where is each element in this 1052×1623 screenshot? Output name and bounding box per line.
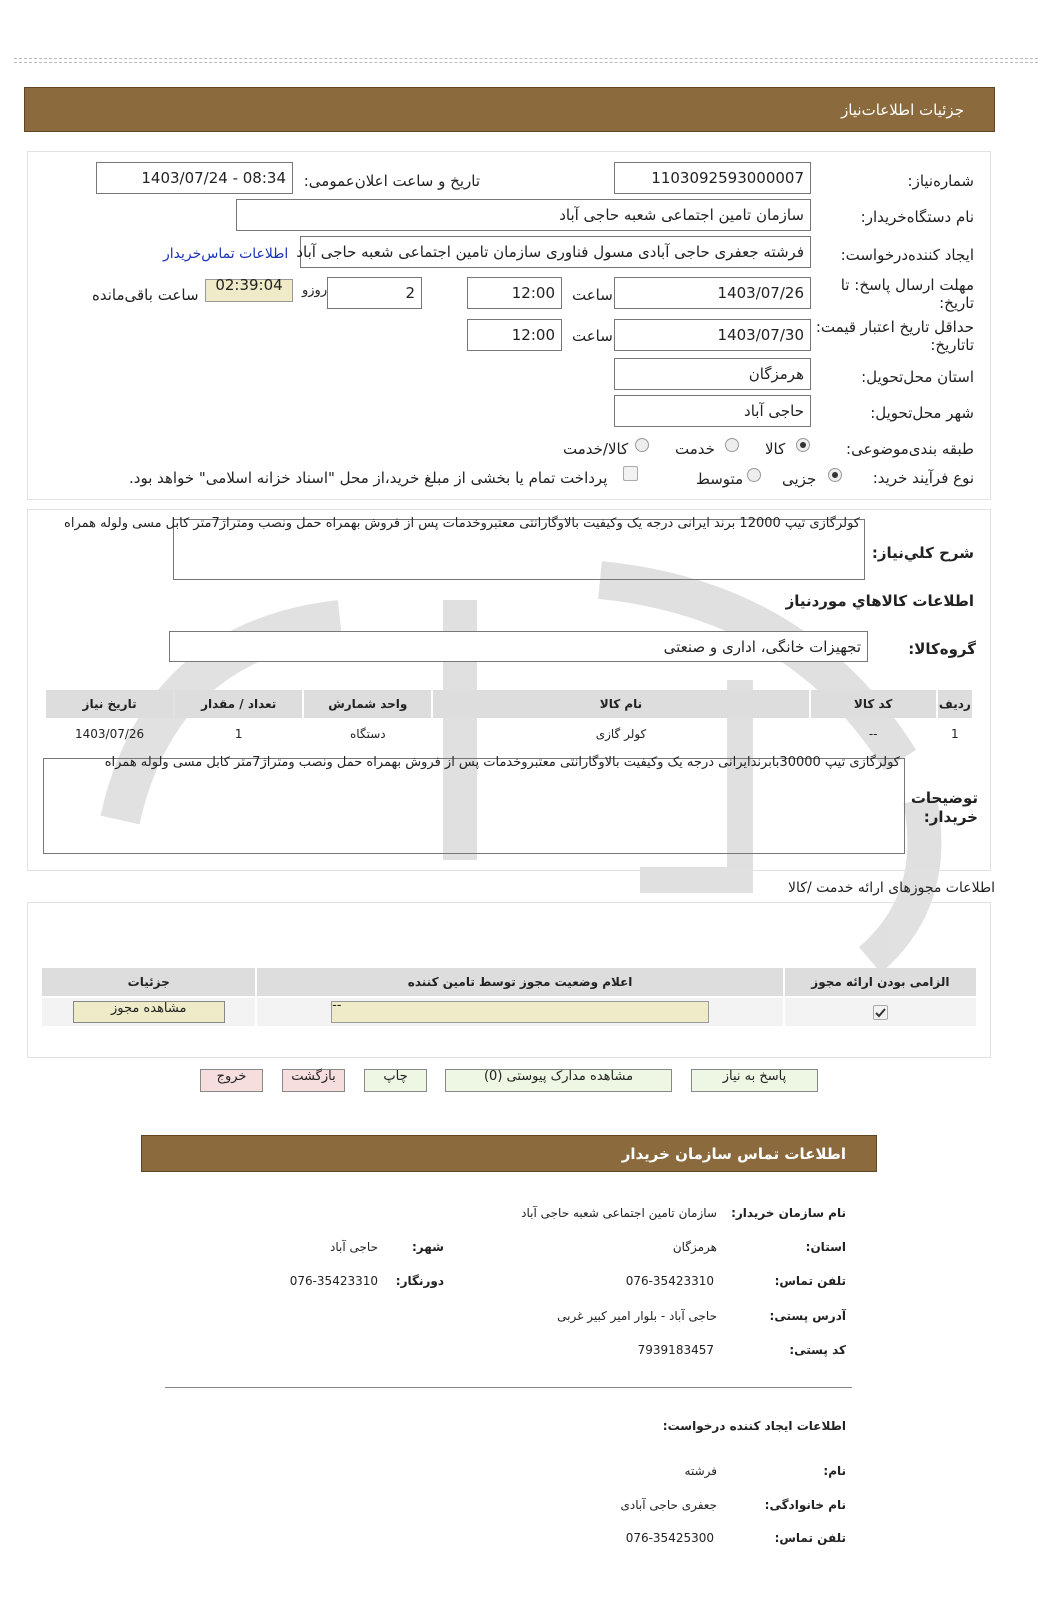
permit-details-cell	[42, 998, 255, 1026]
col-code: کد کالا	[811, 690, 936, 718]
category-goods-radio[interactable]	[796, 438, 810, 452]
need-number-field: 1103092593000007	[614, 162, 811, 194]
cell-date: 1403/07/26	[74, 727, 145, 741]
requester-label: ایجاد کننده‌درخواست:	[840, 246, 974, 264]
category-label: طبقه بندی‌موضوعی:	[846, 440, 974, 458]
announce-datetime-label: تاریخ و ساعت اعلان‌عمومی:	[303, 172, 480, 190]
announce-datetime-field: 1403/07/24 - 08:34	[96, 162, 293, 194]
contact-fax-value: 076-35423310	[289, 1274, 378, 1288]
permits-title: اطلاعات مجوزهای ارائه خدمت /کالا	[788, 880, 995, 896]
contact-postal-label: کد پستی:	[789, 1343, 846, 1357]
category-service-radio[interactable]	[725, 438, 739, 452]
price-validity-time-field: 12:00	[467, 319, 562, 351]
goods-info-title: اطلاعات کالاهاي موردنياز	[785, 592, 974, 610]
remaining-timer: 02:39:04	[205, 279, 293, 302]
contact-org-value: سازمان تامین اجتماعی شعبه حاجی آباد	[521, 1206, 717, 1220]
permit-required-checkbox	[873, 1005, 888, 1020]
creator-phone-label: تلفن تماس:	[774, 1531, 846, 1545]
contact-phone-value: 076-35423310	[625, 1274, 714, 1288]
price-validity-date-field: 1403/07/30	[614, 319, 811, 351]
contact-divider	[165, 1387, 852, 1388]
treasury-checkbox[interactable]	[623, 466, 638, 481]
goods-group-label: گروه‌کالا:	[908, 640, 976, 658]
buyer-org-label: نام دستگاه‌خریدار:	[860, 208, 974, 226]
cell-code: --	[868, 727, 878, 741]
goods-table	[44, 688, 974, 750]
col-permit-details: جزئیات	[42, 968, 255, 996]
contact-header-title: اطلاعات تماس سازمان خریدار	[621, 1144, 846, 1163]
buyer-contact-link[interactable]: اطلاعات تماس‌خریدار	[163, 246, 289, 262]
print-button[interactable]: چاپ	[364, 1069, 427, 1092]
price-validity-label: حداقل تاریخ اعتبار قیمت: تاتاریخ:	[815, 318, 974, 354]
col-unit: واحد شمارش	[304, 690, 431, 718]
summary-label: شرح کلي‌نیاز:	[871, 544, 974, 562]
province-label: استان محل‌تحویل:	[861, 368, 974, 386]
purchase-minor-radio[interactable]	[828, 468, 842, 482]
days-label: روزو	[302, 283, 328, 298]
contact-province-value: هرمزگان	[672, 1240, 717, 1254]
cell-name: کولر گازی	[595, 727, 647, 741]
contact-address-value: حاجی آباد - بلوار امیر کبیر غربی	[557, 1309, 717, 1323]
col-date: تاریخ نیاز	[46, 690, 173, 718]
price-validity-time-label: ساعت	[572, 327, 613, 345]
col-row: ردیف	[938, 690, 972, 718]
cell-unit: دستگاه	[350, 727, 386, 741]
contact-org-label: نام سازمان خریدار:	[731, 1206, 846, 1220]
response-date-field: 1403/07/26	[614, 277, 811, 309]
creator-name-value: فرشته	[684, 1464, 717, 1478]
cell-row: 1	[951, 727, 959, 741]
reply-button[interactable]: پاسخ به نیاز	[691, 1069, 818, 1092]
col-name: نام کالا	[433, 690, 808, 718]
permit-status-cell	[257, 998, 782, 1026]
creator-phone-value: 076-35425300	[625, 1531, 714, 1545]
need-number-label: شماره‌نیاز:	[907, 172, 974, 190]
view-permit-button[interactable]: مشاهده مجوز	[73, 1001, 225, 1023]
contact-header	[141, 1135, 877, 1172]
col-qty: تعداد / مقدار	[175, 690, 302, 718]
response-time-label: ساعت	[572, 286, 613, 304]
permit-status-field: --	[331, 1001, 709, 1023]
contact-phone-label: تلفن تماس:	[774, 1274, 846, 1288]
treasury-note: پرداخت تمام یا بخشی از مبلغ خرید،از محل "اسناد خزانه اسلامی" خواهد بود.	[129, 469, 608, 487]
col-permit-required: الزامی بودن ارائه مجوز	[785, 968, 976, 996]
remaining-label: ساعت باقی‌مانده	[92, 286, 199, 304]
summary-field: کولرگازی تیپ 12000 برند ایرانی درجه یک وکیفیت بالاوگارانتی معتبروخدمات پس از فروش بهمراه حمل ونصب ومتراژ7متر کابل مسی ولوله همراه	[173, 519, 865, 580]
table-row	[42, 998, 976, 1026]
table-row[interactable]	[46, 720, 972, 748]
purchase-medium-label: متوسط	[696, 470, 744, 488]
contact-province-label: استان:	[805, 1240, 846, 1254]
back-button[interactable]: بازگشت	[282, 1069, 345, 1092]
buyer-notes-label: توضیحات خریدار:	[910, 789, 978, 826]
contact-address-label: آدرس پستی:	[769, 1309, 846, 1323]
details-header-title: جزئیات اطلاعات‌نیاز	[841, 100, 964, 119]
details-header	[24, 87, 995, 132]
category-goods-service-label: کالا/خدمت	[563, 440, 629, 458]
buyer-org-field: سازمان تامین اجتماعی شعبه حاجی آباد	[236, 199, 811, 231]
buyer-notes-field: کولرگازی تیپ 30000بابرندایرانی درجه یک وکیفیت بالاوگارانتی معتبروخدمات پس از فروش بهمراه حمل ونصب ومتراژ7متر کابل مسی ولوله همراه	[43, 758, 905, 854]
province-field: هرمزگان	[614, 358, 811, 390]
contact-postal-value: 7939183457	[637, 1343, 714, 1357]
response-time-field: 12:00	[467, 277, 562, 309]
contact-city-value: حاجی آباد	[330, 1240, 378, 1254]
contact-fax-label: دورنگار:	[395, 1274, 444, 1288]
permit-required-cell	[785, 998, 976, 1026]
category-goods-service-radio[interactable]	[635, 438, 649, 452]
response-deadline-label: مهلت ارسال پاسخ: تا تاریخ:	[840, 276, 974, 312]
city-label: شهر محل‌تحویل:	[870, 404, 974, 422]
attachments-button[interactable]: مشاهده مدارک پیوستی (0)	[445, 1069, 672, 1092]
creator-title: اطلاعات ایجاد کننده درخواست:	[662, 1419, 846, 1433]
creator-name-label: نام:	[823, 1464, 846, 1478]
exit-button[interactable]: خروج	[200, 1069, 263, 1092]
purchase-medium-radio[interactable]	[747, 468, 761, 482]
goods-group-field: تجهیزات خانگی، اداری و صنعتی	[169, 631, 868, 662]
days-field: 2	[327, 277, 422, 309]
requester-field: فرشته جعفری حاجی آبادی مسول فناوری سازمان تامین اجتماعی شعبه حاجی آباد	[300, 236, 811, 268]
purchase-minor-label: جزیی	[782, 470, 817, 488]
col-permit-status: اعلام وضعیت مجوز توسط تامین کننده	[257, 968, 782, 996]
top-divider	[14, 58, 1038, 63]
creator-family-label: نام خانوادگی:	[764, 1498, 846, 1512]
contact-city-label: شهر:	[412, 1240, 444, 1254]
category-goods-label: کالا	[765, 440, 786, 458]
check-icon	[874, 1006, 887, 1019]
city-field: حاجی آباد	[614, 395, 811, 427]
cell-qty: 1	[234, 727, 243, 741]
creator-family-value: جعفری حاجی آبادی	[620, 1498, 717, 1512]
category-service-label: خدمت	[675, 440, 715, 458]
purchase-type-label: نوع فرآیند خرید:	[872, 469, 974, 487]
permits-table	[40, 966, 978, 1028]
